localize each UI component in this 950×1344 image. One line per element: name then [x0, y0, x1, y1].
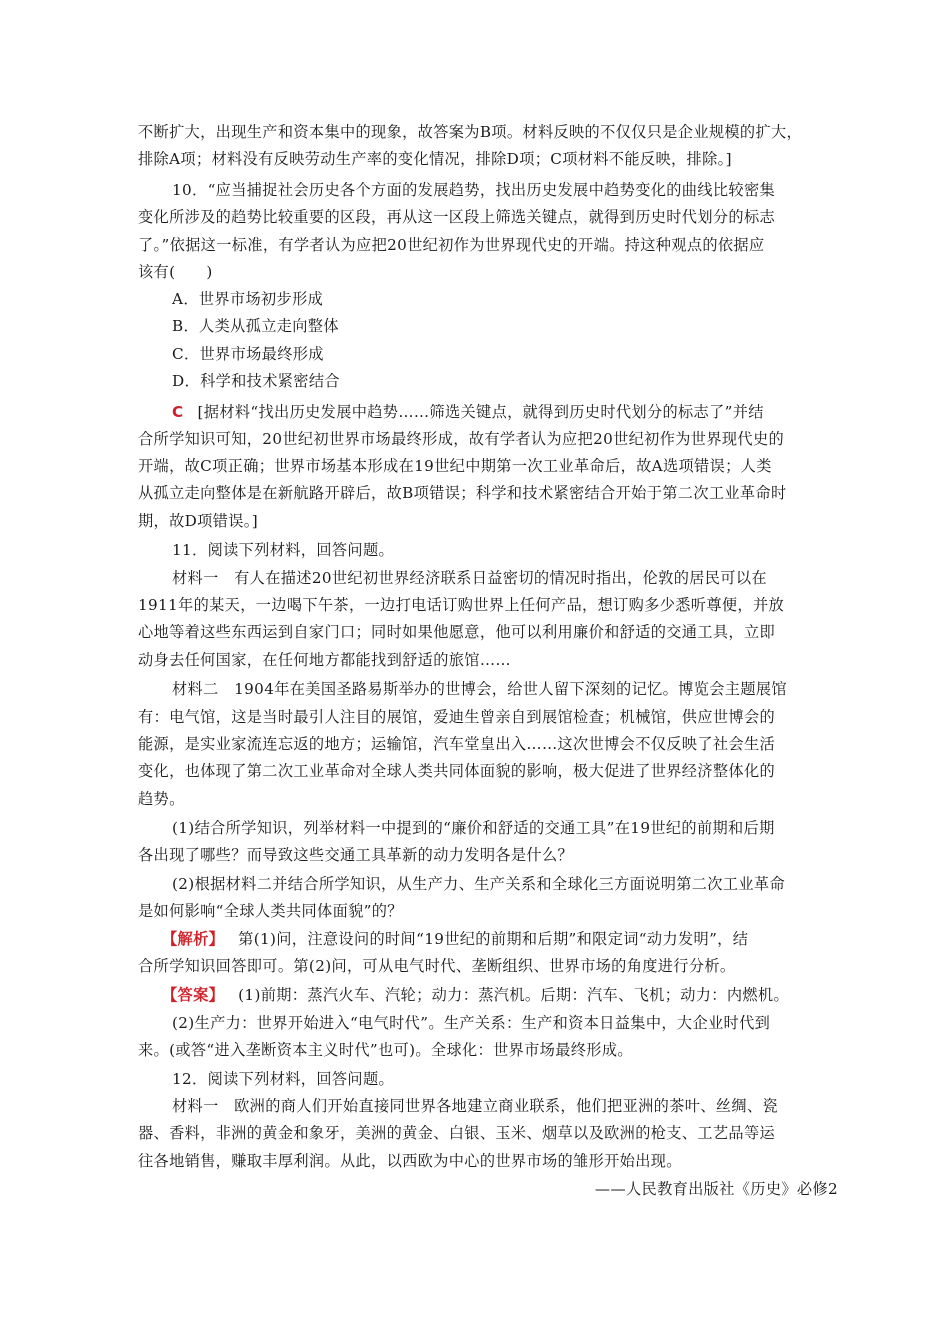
option-c: C．世界市场最终形成: [172, 345, 324, 363]
source-citation: ——人民教育出版社《历史》必修2: [594, 1180, 838, 1198]
question-11-stem: 11．阅读下列材料，回答问题。: [172, 541, 395, 559]
answer-explanation-line: [172, 402, 838, 422]
material-1: 材料一 有人在描述20世纪初世界经济联系日益密切的情况时指出，伦敦的居民可以在: [172, 569, 767, 587]
text-line: 该有( ): [138, 263, 213, 281]
text-line: 变化所涉及的趋势比较重要的区段，再从这一区段上筛选关键点，就得到历史时代划分的标志: [138, 208, 776, 226]
text-line: 了。”依据这一标准，有学者认为应把20世纪初作为世界现代史的开端。持这种观点的依据应: [138, 236, 765, 254]
text-line: 动身去任何国家，在任何地方都能找到舒适的旅馆……: [138, 651, 511, 669]
text-line: 1911年的某天，一边喝下午茶，一边打电话订购世界上任何产品，想订购多少悉听尊便，并放: [138, 596, 785, 614]
text-line: 开端，故C项正确；世界市场基本形成在19世纪中期第一次工业革命后，故A选项错误；人类: [138, 457, 772, 475]
text-line: 往各地销售，赚取丰厚利润。从此，以西欧为中心的世界市场的雏形开始出现。: [138, 1152, 682, 1170]
text-line: 心地等着这些东西运到自家门口；同时如果他愿意，他可以利用廉价和舒适的交通工具，立即: [138, 623, 776, 641]
text-line: 有：电气馆，这是当时最引人注目的展馆，爱迪生曾亲自到展馆检查；机械馆，供应世博会的: [138, 708, 776, 726]
answer-part-2: (2)生产力：世界开始进入“电气时代”。生产关系：生产和资本日益集中，大企业时代到: [172, 1014, 771, 1032]
text-line: 来。(或答“进入垄断资本主义时代”也可)。全球化：世界市场最终形成。: [138, 1041, 633, 1059]
sub-question-2: (2)根据材料二并结合所学知识，从生产力、生产关系和全球化三方面说明第二次工业革命: [172, 875, 785, 893]
text-line: 各出现了哪些？而导致这些交通工具革新的动力发明各是什么？: [138, 846, 574, 864]
question-10-stem: 10．“应当捕捉社会历史各个方面的发展趋势，找出历史发展中趋势变化的曲线比较密集: [172, 181, 776, 199]
answer-letter: C: [172, 403, 184, 421]
text-line: 从孤立走向整体是在新航路开辟后，故B项错误；科学和技术紧密结合开始于第二次工业革命时: [138, 484, 787, 502]
analysis-line: [162, 929, 828, 949]
text-line: 合所学知识回答即可。第(2)问，可从电气时代、垄断组织、世界市场的角度进行分析。: [138, 957, 736, 975]
text-line: 变化，也体现了第二次工业革命对全球人类共同体面貌的影响，极大促进了世界经济整体化的: [138, 762, 776, 780]
option-d: D．科学和技术紧密结合: [172, 372, 340, 390]
material-1: 材料一 欧洲的商人们开始直接同世界各地建立商业联系，他们把亚洲的茶叶、丝绸、瓷: [172, 1097, 778, 1115]
question-12-stem: 12．阅读下列材料，回答问题。: [172, 1070, 395, 1088]
text-line: 不断扩大，出现生产和资本集中的现象，故答案为B项。材料反映的不仅仅只是企业规模的扩大，: [138, 123, 803, 141]
explanation-text: [据材料“找出历史发展中趋势……筛选关键点，就得到历史时代划分的标志了”并结: [197, 403, 764, 421]
material-2: 材料二 1904年在美国圣路易斯举办的世博会，给世人留下深刻的记忆。博览会主题展馆: [172, 680, 787, 698]
text-line: 排除A项；材料没有反映劳动生产率的变化情况，排除D项；C项材料不能反映，排除。]: [138, 150, 732, 168]
text-line: 能源，是实业家流连忘返的地方；运输馆，汽车堂皇出入……这次世博会不仅反映了社会生活: [138, 735, 776, 753]
sub-question-1: (1)结合所学知识，列举材料一中提到的“廉价和舒适的交通工具”在19世纪的前期和后期: [172, 819, 775, 837]
text-line: 器、香料，非洲的黄金和象牙，美洲的黄金、白银、玉米、烟草以及欧洲的枪支、工艺品等运: [138, 1124, 776, 1142]
option-a: A．世界市场初步形成: [172, 290, 324, 308]
option-b: B．人类从孤立走向整体: [172, 317, 339, 335]
text-line: 合所学知识可知，20世纪初世界市场最终形成，故有学者认为应把20世纪初作为世界现代史的: [138, 430, 785, 448]
text-line: 趋势。: [138, 790, 185, 808]
text-line: 期，故D项错误。]: [138, 512, 258, 530]
answer-text: (1)前期：蒸汽火车、汽轮；动力：蒸汽机。后期：汽车、飞机；动力：内燃机。: [238, 986, 789, 1004]
answer-line: [162, 985, 828, 1005]
text-line: 是如何影响“全球人类共同体面貌”的？: [138, 902, 403, 920]
analysis-tag: 【解析】: [162, 930, 225, 948]
answer-tag: 【答案】: [162, 986, 225, 1004]
analysis-text: 第(1)问，注意设问的时间“19世纪的前期和后期”和限定词“动力发明”，结: [238, 930, 749, 948]
